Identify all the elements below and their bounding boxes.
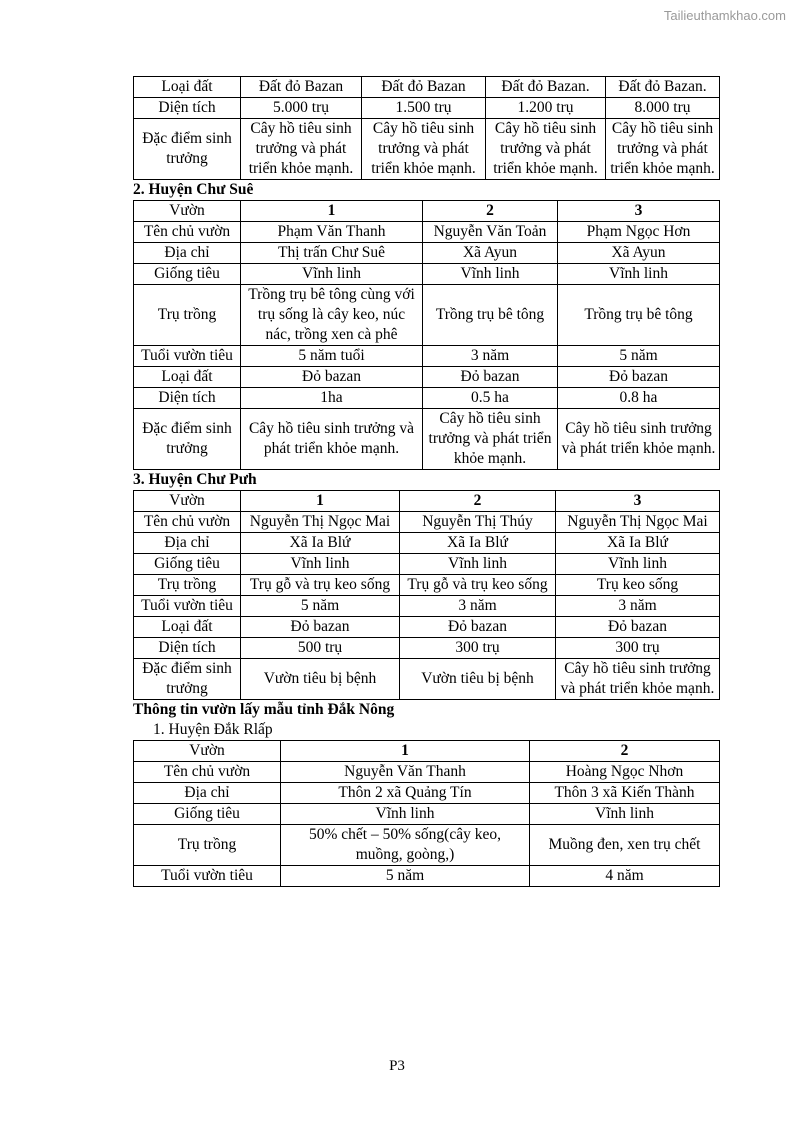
- table-cell: 1ha: [241, 388, 423, 409]
- table-row: [134, 264, 720, 285]
- table-row: [134, 866, 720, 887]
- table-row: [134, 222, 720, 243]
- row-label-cell: Đặc điểm sinh trưởng: [134, 659, 241, 700]
- table-cell: 4 năm: [530, 866, 720, 887]
- row-label-cell: Giống tiêu: [134, 264, 241, 285]
- row-label-cell: Diện tích: [134, 638, 241, 659]
- garden-table-chu-puh: [133, 490, 720, 700]
- table-cell: Thôn 3 xã Kiến Thành: [530, 783, 720, 804]
- table-cell: Phạm Ngọc Hơn: [558, 222, 720, 243]
- row-label-cell: Trụ trồng: [134, 575, 241, 596]
- table-cell: Đỏ bazan: [556, 617, 720, 638]
- table-row: [134, 659, 720, 700]
- table-cell: Vườn tiêu bị bệnh: [241, 659, 400, 700]
- table-cell: Xã Ayun: [558, 243, 720, 264]
- table-cell: Trụ keo sống: [556, 575, 720, 596]
- row-label-cell: Tuổi vườn tiêu: [134, 596, 241, 617]
- table-row: [134, 346, 720, 367]
- table-cell: Vĩnh linh: [530, 804, 720, 825]
- watermark-text: Tailieuthamkhao.com: [663, 8, 786, 23]
- table-cell: 1.200 trụ: [486, 98, 606, 119]
- table-header-row: [134, 491, 720, 512]
- table-cell: 500 trụ: [241, 638, 400, 659]
- row-label-cell: Diện tích: [134, 98, 241, 119]
- table-cell: Trụ gỗ và trụ keo sống: [400, 575, 556, 596]
- header-column-cell: 2: [530, 741, 720, 762]
- table-cell: Đất đỏ Bazan: [241, 77, 362, 98]
- row-label-cell: Tên chủ vườn: [134, 762, 281, 783]
- table-cell: Hoàng Ngọc Nhơn: [530, 762, 720, 783]
- table-cell: Cây hồ tiêu sinh trưởng và phát triển khỏe mạnh.: [362, 119, 486, 180]
- header-column-cell: 2: [400, 491, 556, 512]
- table-cell: 3 năm: [423, 346, 558, 367]
- header-label-cell: Vườn: [134, 201, 241, 222]
- table-body: [134, 201, 720, 470]
- table-cell: Đỏ bazan: [241, 617, 400, 638]
- table-cell: 8.000 trụ: [606, 98, 720, 119]
- row-label-cell: Diện tích: [134, 388, 241, 409]
- table-body: [134, 741, 720, 887]
- table-cell: Vĩnh linh: [281, 804, 530, 825]
- row-label-cell: Giống tiêu: [134, 554, 241, 575]
- row-label-cell: Địa chỉ: [134, 533, 241, 554]
- table-row: [134, 409, 720, 470]
- table-row: [134, 98, 720, 119]
- document-page: [133, 76, 719, 887]
- table-cell: 0.5 ha: [423, 388, 558, 409]
- table-cell: 0.8 ha: [558, 388, 720, 409]
- table-cell: Nguyễn Văn Thanh: [281, 762, 530, 783]
- table-cell: Xã Ia Blứ: [400, 533, 556, 554]
- table-cell: Phạm Văn Thanh: [241, 222, 423, 243]
- table-cell: 3 năm: [400, 596, 556, 617]
- table-cell: Vĩnh linh: [556, 554, 720, 575]
- table-header-row: [134, 201, 720, 222]
- table-row: [134, 804, 720, 825]
- table-cell: Đỏ bazan: [423, 367, 558, 388]
- table-cell: Trồng trụ bê tông: [423, 285, 558, 346]
- table-row: [134, 617, 720, 638]
- row-label-cell: Loại đất: [134, 367, 241, 388]
- table-cell: Đỏ bazan: [241, 367, 423, 388]
- row-label-cell: Đặc điểm sinh trưởng: [134, 119, 241, 180]
- table-row: [134, 388, 720, 409]
- table-cell: Vĩnh linh: [423, 264, 558, 285]
- table-cell: Vĩnh linh: [400, 554, 556, 575]
- table-cell: 5 năm: [558, 346, 720, 367]
- table-cell: Xã Ayun: [423, 243, 558, 264]
- table-cell: 5 năm: [281, 866, 530, 887]
- table-cell: 3 năm: [556, 596, 720, 617]
- table-cell: Đất đỏ Bazan: [362, 77, 486, 98]
- row-label-cell: Loại đất: [134, 617, 241, 638]
- header-column-cell: 1: [281, 741, 530, 762]
- page-number: P3: [389, 1058, 405, 1074]
- garden-table-dak-rlap: [133, 740, 720, 887]
- table-cell: 1.500 trụ: [362, 98, 486, 119]
- header-column-cell: 3: [556, 491, 720, 512]
- table-cell: Trụ gỗ và trụ keo sống: [241, 575, 400, 596]
- section-heading-chu-puh: 3. Huyện Chư Pưh: [133, 471, 257, 488]
- row-label-cell: Giống tiêu: [134, 804, 281, 825]
- table-cell: Cây hồ tiêu sinh trưởng và phát triển khỏe mạnh.: [558, 409, 720, 470]
- table-row: [134, 575, 720, 596]
- table-row: [134, 638, 720, 659]
- row-label-cell: Tuổi vườn tiêu: [134, 346, 241, 367]
- row-label-cell: Địa chỉ: [134, 783, 281, 804]
- table-cell: Cây hồ tiêu sinh trưởng và phát triển khỏe mạnh.: [241, 409, 423, 470]
- table-cell: 300 trụ: [400, 638, 556, 659]
- table-body: [134, 77, 720, 180]
- table-cell: Đất đỏ Bazan.: [486, 77, 606, 98]
- table-cell: Cây hồ tiêu sinh trưởng và phát triển khỏe mạnh.: [241, 119, 362, 180]
- garden-table-chu-sue: [133, 200, 720, 470]
- table-cell: 300 trụ: [556, 638, 720, 659]
- table-row: [134, 554, 720, 575]
- header-label-cell: Vườn: [134, 491, 241, 512]
- table-cell: 5.000 trụ: [241, 98, 362, 119]
- table-cell: Muồng đen, xen trụ chết: [530, 825, 720, 866]
- table-cell: 5 năm tuổi: [241, 346, 423, 367]
- table-cell: Nguyễn Thị Ngọc Mai: [241, 512, 400, 533]
- table-row: [134, 285, 720, 346]
- table-cell: Nguyễn Thị Ngọc Mai: [556, 512, 720, 533]
- subheading-dak-rlap: 1. Huyện Đắk Rlấp: [153, 721, 273, 738]
- garden-table-continued: [133, 76, 720, 180]
- table-cell: Thị trấn Chư Suê: [241, 243, 423, 264]
- table-header-row: [134, 741, 720, 762]
- table-cell: Trồng trụ bê tông cùng với trụ sống là cây keo, núc nác, trồng xen cà phê: [241, 285, 423, 346]
- row-label-cell: Tuổi vườn tiêu: [134, 866, 281, 887]
- table-cell: Xã Ia Blứ: [556, 533, 720, 554]
- table-cell: Đỏ bazan: [400, 617, 556, 638]
- section-heading-dak-nong: Thông tin vườn lấy mẫu tỉnh Đắk Nông: [133, 701, 395, 718]
- header-column-cell: 2: [423, 201, 558, 222]
- row-label-cell: Tên chủ vườn: [134, 222, 241, 243]
- table-cell: Cây hồ tiêu sinh trưởng và phát triển khỏe mạnh.: [486, 119, 606, 180]
- row-label-cell: Tên chủ vườn: [134, 512, 241, 533]
- table-cell: 50% chết – 50% sống(cây keo, muồng, goòng,): [281, 825, 530, 866]
- table-row: [134, 512, 720, 533]
- table-cell: Cây hồ tiêu sinh trưởng và phát triển khỏe mạnh.: [556, 659, 720, 700]
- table-row: [134, 243, 720, 264]
- table-cell: 5 năm: [241, 596, 400, 617]
- table-cell: Vĩnh linh: [241, 264, 423, 285]
- row-label-cell: Loại đất: [134, 77, 241, 98]
- table-cell: Trồng trụ bê tông: [558, 285, 720, 346]
- table-cell: Vĩnh linh: [558, 264, 720, 285]
- table-cell: Nguyễn Văn Toản: [423, 222, 558, 243]
- table-row: [134, 596, 720, 617]
- table-cell: Nguyễn Thị Thúy: [400, 512, 556, 533]
- table-cell: Đỏ bazan: [558, 367, 720, 388]
- table-cell: Cây hồ tiêu sinh trưởng và phát triển khỏe mạnh.: [606, 119, 720, 180]
- row-label-cell: Đặc điểm sinh trưởng: [134, 409, 241, 470]
- table-cell: Đất đỏ Bazan.: [606, 77, 720, 98]
- table-row: [134, 783, 720, 804]
- header-column-cell: 3: [558, 201, 720, 222]
- table-row: [134, 367, 720, 388]
- section-heading-chu-sue: 2. Huyện Chư Suê: [133, 181, 254, 198]
- header-column-cell: 1: [241, 201, 423, 222]
- table-row: [134, 119, 720, 180]
- table-cell: Thôn 2 xã Quảng Tín: [281, 783, 530, 804]
- table-row: [134, 533, 720, 554]
- table-cell: Xã Ia Blứ: [241, 533, 400, 554]
- row-label-cell: Trụ trồng: [134, 285, 241, 346]
- table-row: [134, 825, 720, 866]
- header-label-cell: Vườn: [134, 741, 281, 762]
- table-cell: Vĩnh linh: [241, 554, 400, 575]
- table-cell: Vườn tiêu bị bệnh: [400, 659, 556, 700]
- header-column-cell: 1: [241, 491, 400, 512]
- table-body: [134, 491, 720, 700]
- row-label-cell: Địa chỉ: [134, 243, 241, 264]
- row-label-cell: Trụ trồng: [134, 825, 281, 866]
- table-row: [134, 77, 720, 98]
- table-row: [134, 762, 720, 783]
- table-cell: Cây hồ tiêu sinh trưởng và phát triển khỏe mạnh.: [423, 409, 558, 470]
